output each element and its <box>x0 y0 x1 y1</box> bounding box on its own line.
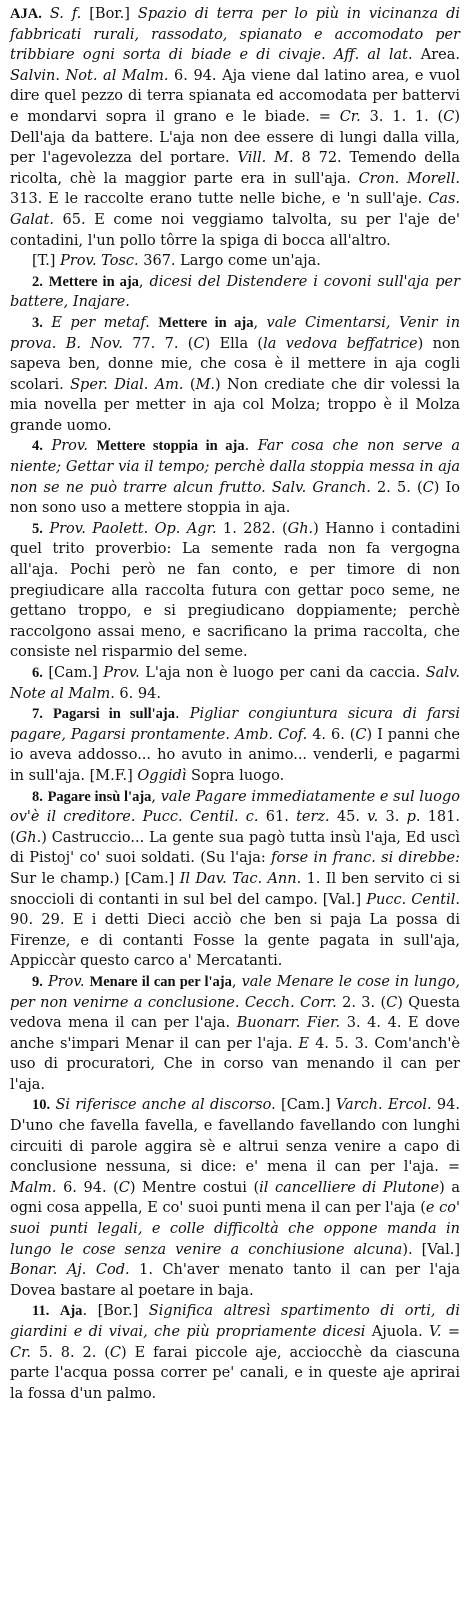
italic-text: Buonarr. Fier. <box>236 1015 341 1032</box>
body-text: 4. 5. 3. Com'anch'è uso di procuratori, Che in corso van menando il can per l'aja. <box>10 1035 460 1093</box>
entry-body <box>10 6 460 249</box>
italic-text: v. <box>367 809 379 826</box>
body-text: Sopra luogo. <box>186 767 285 784</box>
entry-head: 4. <box>32 438 43 455</box>
entry-aja <box>10 4 460 251</box>
entry-sense-2 <box>10 272 460 313</box>
body-text: ) I panni che io aveva addosso... ho avuto in animo... venderli, e pagarmi in sull'aja. [M.F.] <box>10 726 461 784</box>
italic-text: Gh. <box>15 829 42 846</box>
body-text: . [Bor.] <box>82 1303 149 1320</box>
phrase-headword: Pagarsi in sull'aja <box>52 706 176 723</box>
entry-body <box>10 274 460 311</box>
italic-text: C <box>422 479 434 496</box>
body-text: ) Dell'aja da battere. L'aja non dee essere di lungi dalla villa, per l'agevolezza del portare. <box>10 108 460 167</box>
italic-text: C <box>443 108 455 125</box>
italic-text: Malm. <box>10 1179 57 1196</box>
italic-text: Salvin. Not. al Malm. <box>10 67 169 84</box>
body-text: 45. <box>329 809 368 826</box>
entry-head: 9. <box>32 973 43 990</box>
body-text: L'aja non è luogo per cani da caccia. <box>139 665 426 681</box>
body-text: 6. 94. ( <box>56 1179 119 1196</box>
body-text: [Cam.] <box>42 665 104 681</box>
entry-body <box>10 1097 460 1298</box>
phrase-headword: Mettere in aja <box>158 314 254 331</box>
italic-text: Significa altresì spartimento di orti, di giardini e di vivai, che più propriamente dicesi <box>10 1303 461 1340</box>
body-text: 5. 8. 2. ( <box>31 1344 110 1361</box>
body-text: ) Ella ( <box>204 335 264 352</box>
entry-head: 3. <box>32 314 43 331</box>
italic-text: C <box>355 726 367 743</box>
italic-text: il cancelliere di Plutone <box>259 1179 440 1196</box>
italic-text: Cron. Morell. <box>358 170 460 187</box>
body-text: 1. Il ben servito ci si snoccioli di contanti in sul bel del campo. [Val.] <box>10 870 460 908</box>
italic-text: V. <box>429 1324 442 1340</box>
phrase-headword: Aja <box>59 1303 83 1320</box>
italic-text: Vill. M. <box>237 150 294 167</box>
body-text: 94. D'uno che favella favella, e favellando favellando con lunghi circuiti di parole aggira sè e altrui senza venire a capo di conclusione nessuna, si dice: e' mena il can per l'aja. = <box>10 1097 460 1176</box>
italic-text: E per metaf. <box>51 314 150 331</box>
italic-text: Pigliar congiuntura sicura di farsi pagare, Pagarsi prontamente. Amb. Cof. <box>10 706 461 743</box>
italic-text: E <box>298 1035 310 1052</box>
entry-sense-5 <box>10 519 460 663</box>
body-text: , <box>253 314 267 331</box>
italic-text: Prov. <box>47 973 85 990</box>
italic-text: Prov. Tosc. <box>60 253 139 270</box>
body-text: 3. <box>378 809 407 826</box>
body-text <box>49 1303 60 1319</box>
italic-text: vale Pagare immediatamente e sul luogo ov'è il creditore. Pucc. Centil. c. <box>10 788 461 826</box>
body-text: 2. 3. ( <box>336 994 387 1011</box>
body-text: ) Io non sono uso a mettere stoppia in aja. <box>10 479 460 517</box>
italic-text: Bonar. Aj. Cod. <box>10 1262 130 1279</box>
entry-prov-tosc <box>10 251 460 272</box>
entry-body <box>10 438 460 516</box>
body-text: 65. E come noi veggiamo talvolta, su per l'aje de' contadini, l'un pollo tôrre la spiga di bocca all'altro. <box>10 211 460 249</box>
phrase-headword: Mettere stoppia in aja <box>96 438 245 455</box>
italic-text: forse in franc. si direbbe: <box>271 850 460 867</box>
body-text: . <box>175 706 190 723</box>
body-text: Sur le champ.) [Cam.] <box>10 870 180 887</box>
italic-text: Oggidì <box>137 767 187 784</box>
body-text: . <box>244 438 258 455</box>
entry-sense-7 <box>10 704 460 786</box>
phrase-headword: Mettere in aja <box>48 273 139 290</box>
body-text: ) E farai piccole aje, acciocchè da ciascuna parte l'acqua possa correr pe' canali, e in queste aje aprirai la fossa d'un palmo. <box>10 1344 460 1402</box>
italic-text: C <box>118 1179 130 1196</box>
entry-sense-6 <box>10 663 460 704</box>
body-text: Area. <box>412 47 460 64</box>
italic-text: Prov. Paolett. Op. Agr. <box>49 520 217 537</box>
body-text: ) Hanno i contadini quel trito proverbio: La semente rada non fa vergogna all'aja. Pochi però ne fan conto, e per timore di non pregiudicare alla raccolta futura con gettar poco seme, ne gettano troppo, e si pregiudicano doppiamente; perchè raccolgono assai meno, e sacrificano la prima raccolta, che consiste nel risparmio del seme. <box>10 520 461 661</box>
entry-body <box>10 974 460 1093</box>
entry-head: 5. <box>32 520 43 537</box>
entry-head: 2. <box>32 273 43 290</box>
body-text: 3. 1. 1. ( <box>360 108 444 125</box>
italic-text: p. <box>406 809 421 826</box>
body-text: 3. 4. 4. E dove anche s'impari Menar il can per l'aja. <box>10 1015 461 1052</box>
italic-text: vale Menare le cose in lungo, per non venirne a conclusione. Cecch. Corr. <box>10 973 461 1011</box>
body-text: 181. ( <box>10 809 460 846</box>
entry-sense-9 <box>10 972 460 1096</box>
body-text: 2. 5. ( <box>370 479 423 496</box>
body-text: 90. 29. E i detti Dieci acciò che ben si paja La possa di Firenze, e di contanti Fosse la gente pagata in sull'aja, Appiccàr questo carco a' Mercatanti. <box>10 912 460 970</box>
body-text: , <box>138 273 150 290</box>
body-text: 61. <box>258 809 297 826</box>
italic-text: Prov. <box>51 438 88 455</box>
italic-text: la vedova beffatrice <box>263 335 418 352</box>
body-text: 8 72. Temendo della ricolta, chè la maggior parte era in sull'aja. <box>10 150 461 187</box>
entry-body <box>10 315 460 434</box>
body-text: ) Questa vedova mena il can per l'aja. <box>10 994 460 1032</box>
italic-text: C <box>109 1344 121 1361</box>
italic-text: Gh. <box>287 520 314 537</box>
italic-text: Varch. Ercol. <box>335 1097 432 1114</box>
phrase-headword: Pagare insù l'aja <box>47 788 152 805</box>
entry-body <box>10 706 460 784</box>
body-text <box>88 438 97 454</box>
body-text: ) non sapeva ben, donne mie, che cosa è il mettere in aja cogli scolari. <box>10 335 460 393</box>
body-text <box>42 6 50 22</box>
body-text: ) Mentre costui ( <box>129 1179 260 1196</box>
body-text: ). [Val.] <box>402 1241 460 1258</box>
body-text: 313. E le raccolte erano tutte nelle biche, e 'n sull'aje. <box>10 191 429 208</box>
body-text: , <box>151 788 161 805</box>
body-text: , <box>231 973 242 990</box>
entry-body <box>10 521 460 661</box>
italic-text: C <box>193 335 205 352</box>
entry-body <box>10 789 460 970</box>
entry-body <box>10 665 460 702</box>
body-text: 4. 6. ( <box>307 726 356 743</box>
dictionary-entries <box>10 4 460 1404</box>
italic-text: Cr. <box>10 1344 32 1361</box>
italic-text: Salv. Note al Malm. <box>10 665 460 702</box>
entry-body <box>32 253 321 269</box>
phrase-headword: Menare il can per l'aja <box>89 973 232 990</box>
entry-sense-3 <box>10 313 460 437</box>
italic-text: M. <box>195 376 216 393</box>
body-text: 6. 94. <box>114 685 161 702</box>
body-text: [Bor.] <box>81 6 138 22</box>
entry-sense-4 <box>10 436 460 518</box>
italic-text: Cr. <box>339 108 361 125</box>
body-text: Ajuola. <box>365 1324 429 1340</box>
body-text: [T.] <box>32 253 61 270</box>
entry-sense-11 <box>10 1301 460 1404</box>
body-text: = <box>441 1324 460 1340</box>
italic-text: Far cosa che non serve a niente; Gettar via il tempo; perchè dalla stoppia messa in aja non se ne può trarre alcun frutto. Salv. Granch. <box>10 438 460 496</box>
entry-head: 11. <box>32 1303 50 1320</box>
italic-text: C <box>386 994 398 1011</box>
entry-head: 10. <box>32 1097 51 1114</box>
entry-head: 6. <box>32 665 43 681</box>
body-text: ) Non crediate che dir volessi la mia novella per metter in aja col Molza; troppo è il Molza grande uomo. <box>10 376 460 434</box>
italic-text: Sper. Dial. Am. <box>70 376 184 393</box>
body-text: [Cam.] <box>275 1097 336 1114</box>
entry-head: 7. <box>32 706 43 723</box>
entry-head: AJA. <box>10 6 42 22</box>
italic-text: Pucc. Centil. <box>366 891 460 908</box>
entry-sense-8 <box>10 787 460 972</box>
italic-text: dicesi del Distendere i covoni sull'aja per battere, Inajare. <box>10 273 461 311</box>
italic-text: e co' suoi punti legali, e colle difficoltà che oppone manda in lungo le cose senza venire a conchiusione alcuna <box>10 1200 460 1258</box>
italic-text: Il Dav. Tac. Ann. <box>179 870 302 887</box>
body-text: ) a ogni cosa appella, E co' suoi punti mena il can per l'aja ( <box>10 1179 460 1217</box>
body-text <box>43 706 53 722</box>
body-text: 1. 282. ( <box>216 520 288 537</box>
italic-text: Si riferisce anche al discorso. <box>55 1097 276 1114</box>
italic-text: Prov. <box>103 665 140 681</box>
italic-text: terz. <box>296 809 330 826</box>
italic-text: Cas. Galat. <box>10 191 460 228</box>
entry-head: 8. <box>32 788 43 805</box>
italic-text: S. f. <box>49 6 82 22</box>
italic-text: vale Cimentarsi, Venir in prova. B. Nov. <box>10 314 461 352</box>
body-text: 77. 7. ( <box>122 335 194 352</box>
body-text: ( <box>183 376 196 393</box>
body-text: 1. Ch'aver menato tanto il can per l'aja Dovea bastare al poetare in baja. <box>10 1262 461 1299</box>
body-text: 6. 94. Aja viene dal latino area, e vuol dire quel pezzo di terra spianata ed accomodata per battervi e mondarvi sopra il grano e le biade. = <box>10 67 460 125</box>
entry-body <box>10 1303 460 1401</box>
italic-text: Spazio di terra per lo più in vicinanza di fabbricati rurali, rassodato, spianato e accomodato per tribbiare ogni sorta di biade e di civaje. Aff. al lat. <box>10 6 460 64</box>
body-text: ) Castruccio... La gente sua pagò tutta insù l'aja, Ed uscì di Pistoj' co' suoi soldati. (Su l'aja: <box>10 829 460 867</box>
body-text: 367. Largo come un'aja. <box>138 253 321 270</box>
entry-sense-10 <box>10 1095 460 1301</box>
